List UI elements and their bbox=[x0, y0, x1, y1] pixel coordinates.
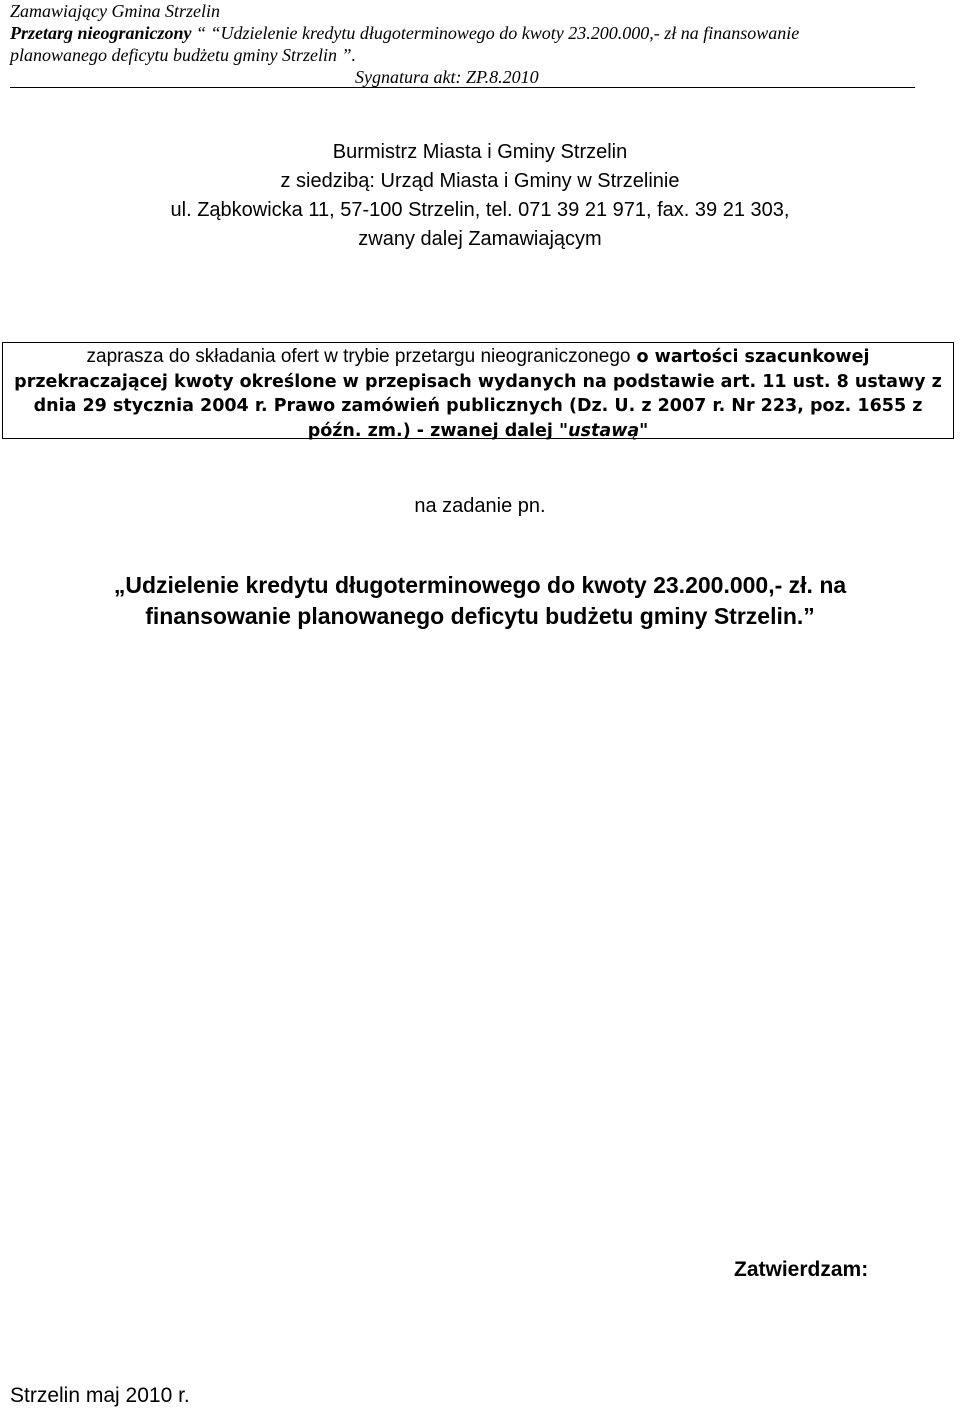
contracting-authority-block bbox=[0, 138, 960, 254]
invitation-closing-quote: " bbox=[639, 420, 649, 441]
approval-label: Zatwierdzam: bbox=[734, 1258, 869, 1281]
invitation-legal-basis: o wartości szacunkowej przekraczającej kwoty określone w przepisach wydanych na podstawie art. 11 ust. 8 ustawy z dnia 29 stycznia 2004 r. Prawo zamówień publicznych (Dz. U. z 2007 r. Nr 223, poz. 1655 z późn. zm.) - zwanej dalej " bbox=[14, 347, 942, 441]
procedure-title-part2: planowanego deficytu budżetu gminy Strzelin ”. bbox=[10, 45, 356, 65]
tender-title-line2: finansowanie planowanego deficytu budżetu gminy Strzelin.” bbox=[145, 603, 815, 629]
procedure-line bbox=[10, 22, 915, 44]
authority-address: ul. Ząbkowicka 11, 57-100 Strzelin, tel. 071 39 21 971, fax. 39 21 303, bbox=[170, 199, 790, 221]
tender-title bbox=[0, 570, 960, 632]
procedure-prefix: Przetarg nieograniczony bbox=[10, 23, 192, 43]
invitation-act-name: ustawą bbox=[568, 420, 640, 441]
contracting-party-label: Zamawiający Gmina Strzelin bbox=[10, 1, 220, 21]
document-header bbox=[10, 0, 915, 88]
authority-alias: zwany dalej Zamawiającym bbox=[358, 228, 602, 250]
tender-title-line1: „Udzielenie kredytu długoterminowego do kwoty 23.200.000,- zł. na bbox=[113, 572, 847, 598]
reference-number: Sygnatura akt: ZP.8.2010 bbox=[355, 67, 539, 87]
header-divider bbox=[10, 87, 915, 88]
invitation-box bbox=[2, 342, 954, 439]
task-label: na zadanie pn. bbox=[414, 495, 546, 517]
invitation-intro: zaprasza do składania ofert w trybie przetargu nieograniczonego bbox=[86, 346, 631, 367]
procedure-title-part1: “ “Udzielenie kredytu długoterminowego do kwoty 23.200.000,- zł na finansowanie bbox=[196, 23, 800, 43]
authority-seat: z siedzibą: Urząd Miasta i Gminy w Strzelinie bbox=[280, 170, 680, 192]
authority-name: Burmistrz Miasta i Gminy Strzelin bbox=[332, 141, 628, 163]
place-date: Strzelin maj 2010 r. bbox=[10, 1384, 190, 1407]
